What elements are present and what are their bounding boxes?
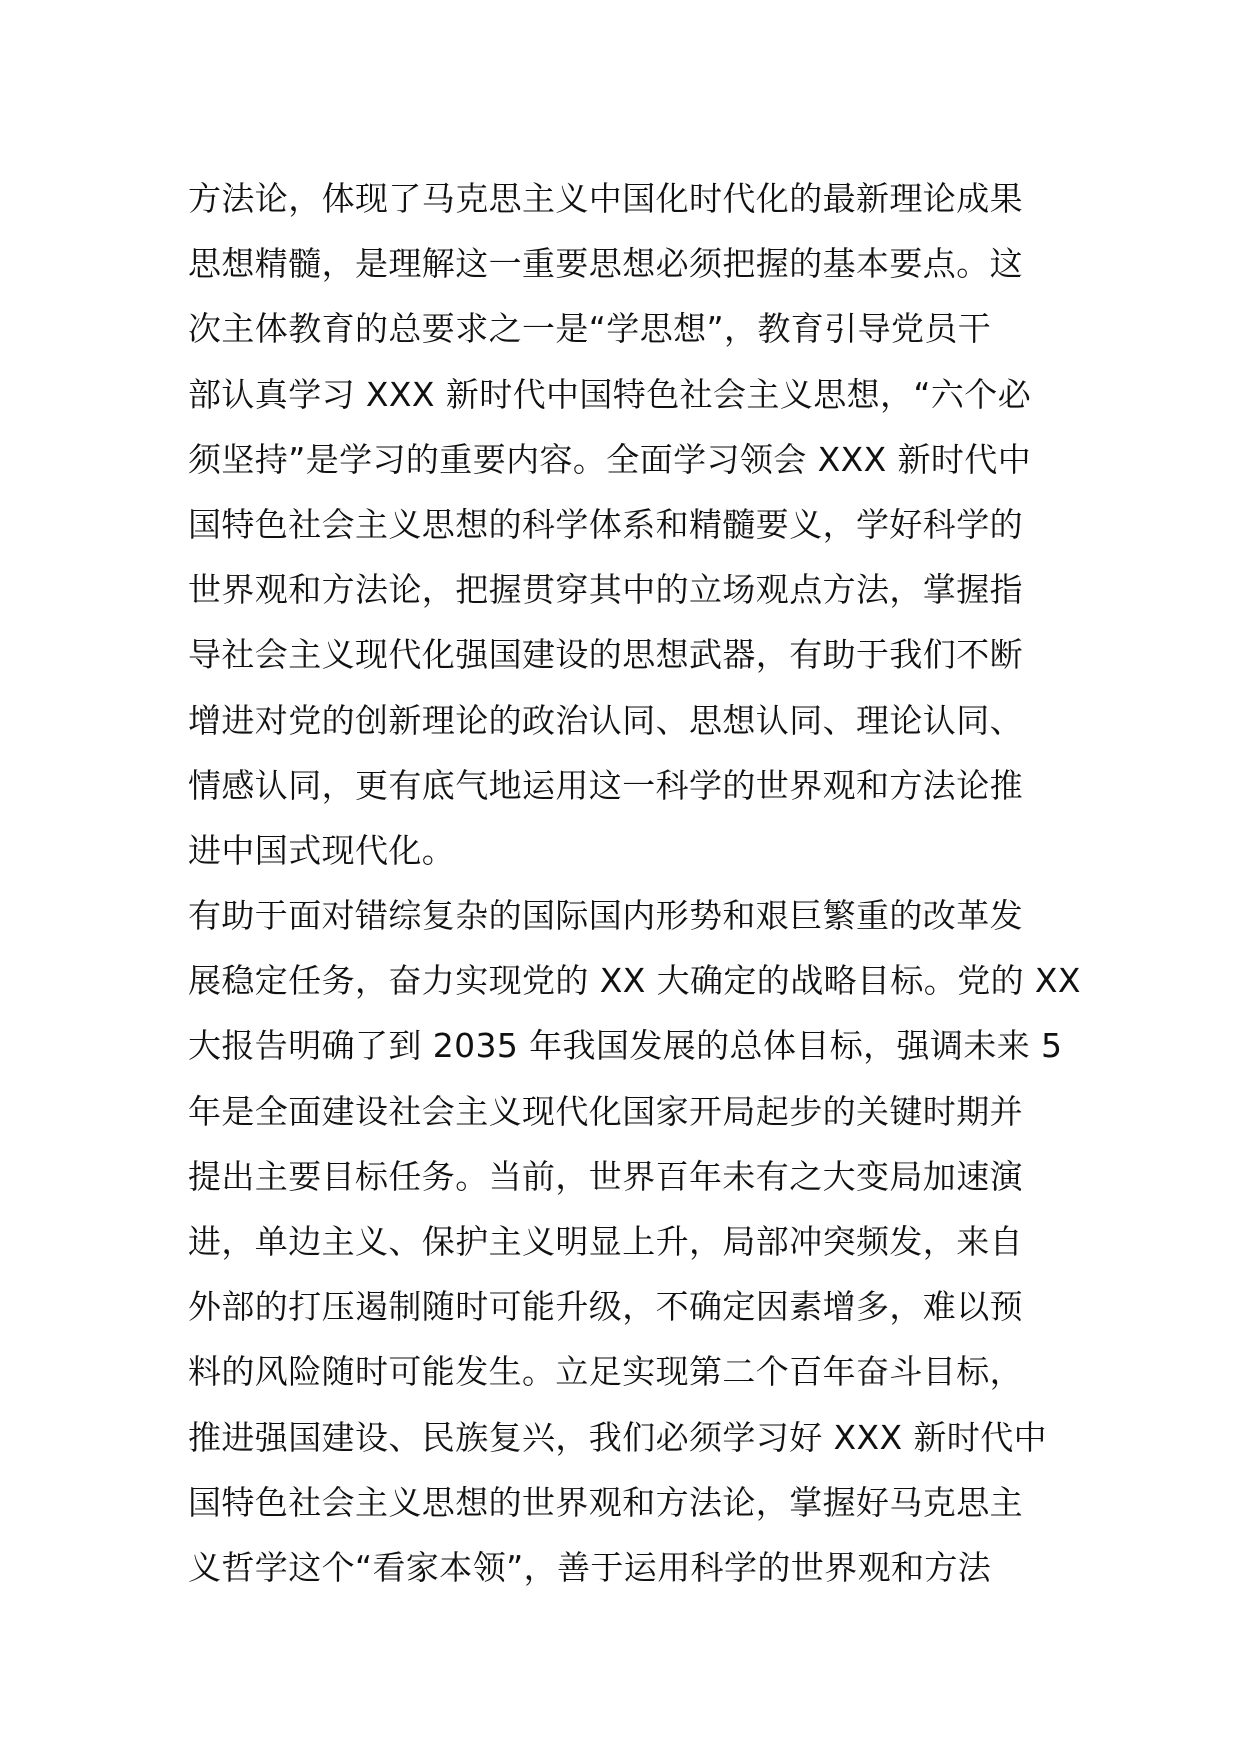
text-line: 外部的打压遏制随时可能升级，不确定因素增多，难以预 xyxy=(188,1287,1023,1327)
text-line: 展稳定任务，奋力实现党的 XX 大确定的战略目标。党的 XX xyxy=(188,961,1081,1001)
text-line: 次主体教育的总要求之一是“学思想”，教育引导党员干 xyxy=(188,309,992,349)
text-line: 增进对党的创新理论的政治认同、思想认同、理论认同、 xyxy=(188,700,1023,740)
text-line: 义哲学这个“看家本领”，善于运用科学的世界观和方法 xyxy=(188,1547,992,1587)
text-line: 国特色社会主义思想的世界观和方法论，掌握好马克思主 xyxy=(188,1482,1023,1522)
text-line: 大报告明确了到 2035 年我国发展的总体目标，强调未来 5 xyxy=(188,1026,1063,1066)
text-line: 方法论，体现了马克思主义中国化时代化的最新理论成果 xyxy=(188,179,1023,218)
text-line: 进，单边主义、保护主义明显上升，局部冲突频发，来自 xyxy=(188,1222,1023,1261)
text-line: 导社会主义现代化强国建设的思想武器，有助于我们不断 xyxy=(188,635,1023,675)
text-line: 进中国式现代化。 xyxy=(188,830,456,870)
text-line: 年是全面建设社会主义现代化国家开局起步的关键时期并 xyxy=(188,1091,1023,1131)
text-line: 须坚持”是学习的重要内容。全面学习领会 XXX 新时代中 xyxy=(188,439,1032,479)
text-line: 情感认同，更有底气地运用这一科学的世界观和方法论推 xyxy=(188,765,1023,805)
text-line: 提出主要目标任务。当前，世界百年未有之大变局加速演 xyxy=(188,1156,1023,1196)
text-line: 世界观和方法论，把握贯穿其中的立场观点方法，掌握指 xyxy=(188,570,1023,610)
text-line: 料的风险随时可能发生。立足实现第二个百年奋斗目标， xyxy=(188,1352,1023,1392)
text-line: 推进强国建设、民族复兴，我们必须学习好 XXX 新时代中 xyxy=(188,1417,1048,1457)
text-line: 有助于面对错综复杂的国际国内形势和艰巨繁重的改革发 xyxy=(188,896,1023,936)
text-line: 思想精髓，是理解这一重要思想必须把握的基本要点。这 xyxy=(188,244,1023,284)
text-line: 国特色社会主义思想的科学体系和精髓要义，学好科学的 xyxy=(188,504,1023,544)
document-body xyxy=(188,166,1081,1600)
text-line: 部认真学习 XXX 新时代中国特色社会主义思想，“六个必 xyxy=(188,374,1032,414)
